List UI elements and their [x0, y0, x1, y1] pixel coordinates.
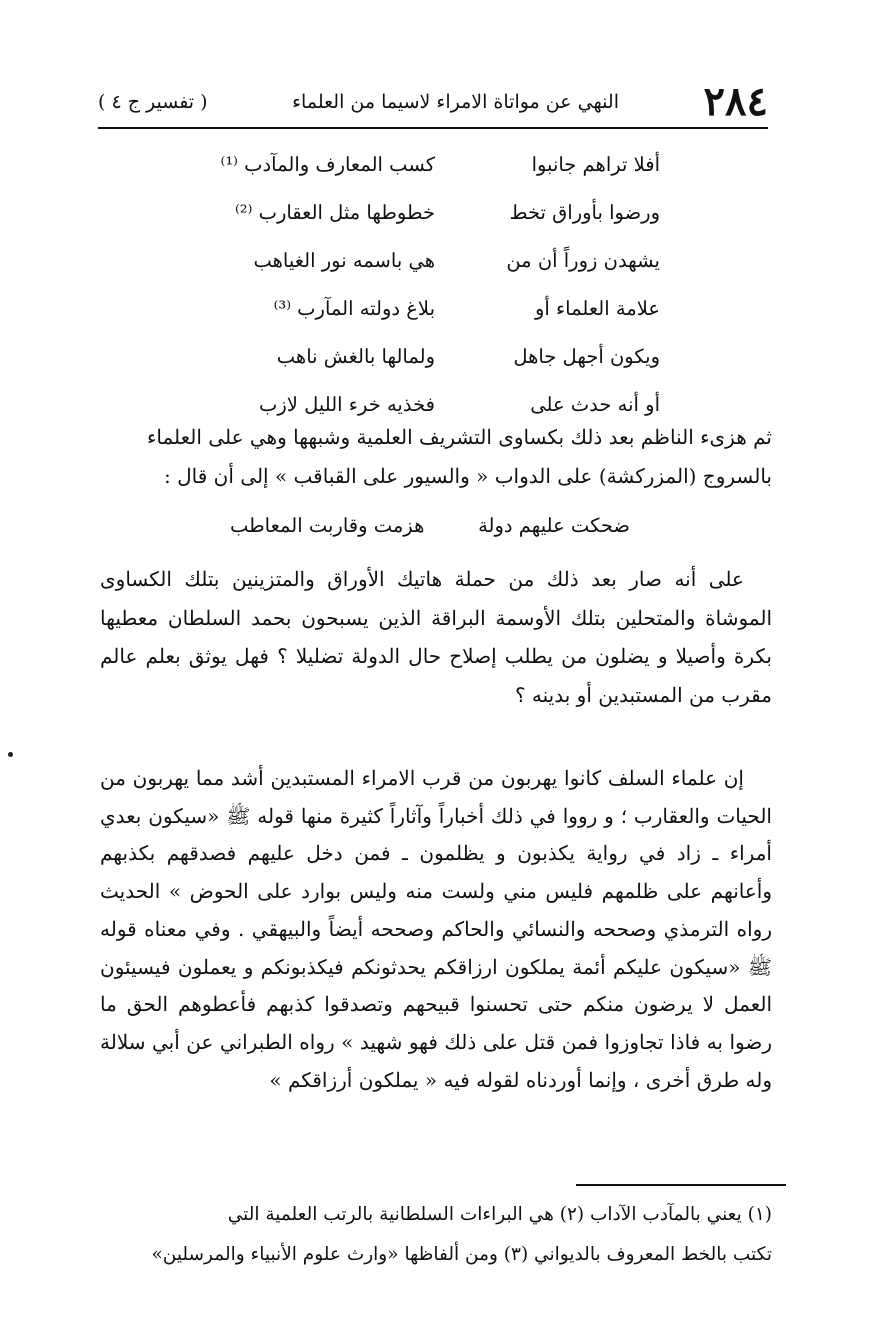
page-header	[98, 74, 768, 130]
verse-second-hemistich: فخذيه خرء الليل لازب	[259, 392, 435, 416]
footnotes	[100, 1195, 772, 1275]
running-title: النهي عن مواتاة الامراء لاسيما من العلماء	[292, 91, 619, 113]
header-rule	[98, 127, 768, 129]
verse-first-hemistich: ضحكت عليهم دولة	[478, 514, 630, 537]
footnote-line: تكتب بالخط المعروف بالديواني (٣) ومن ألفاظها «وارث علوم الأنبياء والمرسلين»	[151, 1244, 772, 1265]
paragraph-2	[100, 560, 772, 714]
poem-verse	[190, 236, 660, 284]
paragraph-text: إن علماء السلف كانوا يهربون من قرب الامراء المستبدين أشد مما يهربون من الحيات والعقارب ؛ و رووا في ذلك أخباراً وآثاراً كثيرة منها قوله ﷺ «سيكون بعدي أمراء ـ زاد في رواية يكذبون و يظلمون ـ فمن دخل عليهم فصدقهم بكذبهم وأعانهم على ظلمهم فليس مني ولست منه وليس بوارد على الحوض » الحديث رواه الترمذي وصححه والنسائي والحاكم وصححه أيضاً والبيهقي . وفي معناه قوله ﷺ «سيكون عليكم أئمة يملكون ارزاقكم يحدثونكم فيكذبونكم و يعملون فيسيئون العمل لا يرضون منكم حتى تحسنوا قبيحهم وتصدقوا كذبهم فأعطوهم الحق ما رضوا به فاذا تجاوزوا فمن قتل على ذلك فهو شهيد » رواه الطبراني عن أبي سلالة وله طرق أخرى ، وإنما أوردناه لقوله فيه « يملكون أرزاقكم »	[100, 766, 773, 1092]
verse-second-hemistich: هي باسمه نور الغياهب	[253, 248, 435, 272]
paragraph-text: على أنه صار بعد ذلك من حملة هاتيك الأوراق والمتزينين بتلك الكساوى الموشاة والمتحلين بتلك الأوسمة البراقة الذين يسبحون بحمد السلطان معطيها بكرة وأصيلا و يضلون من يطلب إصلاح حال الدولة تضليلا ؟ فهل يوثق بعلم عالم مقرب من المستبدين أو بدينه ؟	[100, 567, 772, 707]
verse-first-hemistich: يشهدن زوراً أن من	[506, 248, 660, 272]
verse-first-hemistich: ورضوا بأوراق تخط	[509, 200, 660, 224]
verse-first-hemistich: علامة العلماء أو	[534, 296, 660, 320]
verse-second-hemistich: ولمالها بالغش ناهب	[276, 344, 435, 368]
paragraph-line: بالسروج (المزركشة) على الدواب « والسيور على القباقب » إلى أن قال :	[164, 463, 772, 488]
page-number: ٢٨٤	[703, 78, 768, 125]
verse-second-hemistich: كسب المعارف والمآدب ⁽¹⁾	[220, 152, 435, 176]
footnote-rule	[576, 1184, 786, 1186]
verse-first-hemistich: أو أنه حدث على	[530, 392, 660, 416]
paragraph-line: ثم هزىء الناظم بعد ذلك بكساوى التشريف العلمية وشبهها وهي على العلماء	[146, 425, 772, 449]
verse-second-hemistich: بلاغ دولته المآرب ⁽³⁾	[273, 296, 435, 320]
poem-verse	[190, 140, 660, 188]
poem-verse	[190, 332, 660, 380]
paragraph-3	[100, 760, 772, 1099]
poem-verse	[190, 284, 660, 332]
book-reference: ( تفسير ج ٤ )	[98, 91, 208, 113]
verse-second-hemistich: خطوطها مثل العقارب ⁽²⁾	[234, 200, 435, 224]
margin-speck	[8, 752, 13, 757]
verse-second-hemistich: هزمت وقاربت المعاطب	[230, 514, 425, 537]
paragraph-intro	[100, 418, 772, 495]
quoted-verse	[230, 514, 630, 537]
poem-block	[190, 140, 660, 428]
poem-verse	[190, 188, 660, 236]
verse-first-hemistich: ويكون أجهل جاهل	[513, 344, 660, 368]
verse-first-hemistich: أفلا تراهم جانبوا	[531, 152, 660, 176]
footnote-line: (١) يعني بالمآدب الآداب (٢) هي البراءات السلطانية بالرتب العلمية التي	[227, 1204, 772, 1225]
